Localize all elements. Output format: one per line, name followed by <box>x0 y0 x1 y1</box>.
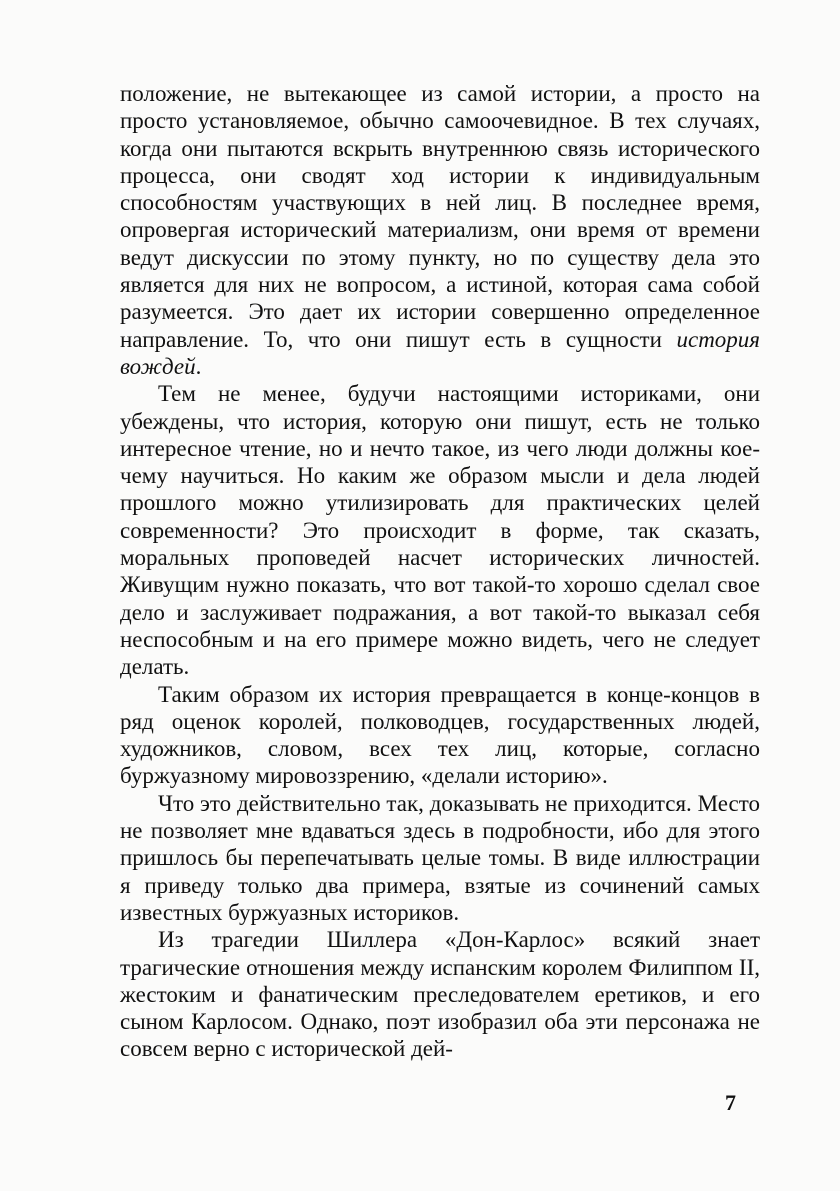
paragraph-text: положение, не вытекающее из самой истории, а просто на просто установляемое, обычно самоочевидное. В тех случаях, когда они пытаются вскрыть внутреннюю связь исторического процесса, они сводят ход истории к индивидуальным способностям участвующих в ней лиц. В последнее время, опровергая исторический материализм, они время от времени ведут дискуссии по этому пункту, но по существу дела это является для них не вопросом, а истиной, которая сама собой разумеется. Это дает их истории совершенно определенное направление. То, что они пишут есть в сущности <box>120 81 760 352</box>
body-text <box>120 80 760 1063</box>
paragraph-continued <box>120 80 760 380</box>
paragraph: Таким образом их история превращается в конце-концов в ряд оценок королей, полководцев, государственных людей, художников, словом, всех тех лиц, которые, согласно буржуазному мировоззрению, «делали историю». <box>120 681 760 789</box>
paragraph: Что это действительно так, доказывать не приходится. Место не позволяет мне вдаваться здесь в подробности, ибо для этого пришлось бы перепечатывать целые томы. В виде иллюстрации я приведу только два примера, взятые из сочинений самых известных буржуазных историков. <box>120 790 760 925</box>
page-number: 7 <box>725 1090 736 1115</box>
paragraph-end-punctuation: . <box>195 353 202 379</box>
paragraph: Из трагедии Шиллера «Дон-Карлос» всякий знает трагические отношения между испанским королем Филиппом II, жестоким и фанатическим преследователем еретиков, и его сыном Карлосом. Однако, поэт изобразил оба эти персонажа не совсем верно с исторической дей- <box>120 927 760 1062</box>
emphasized-phrase: история вождей <box>120 326 760 379</box>
paragraph: Тем не менее, будучи настоящими историками, они убеждены, что история, которую они пишут, есть не только интересное чтение, но и нечто такое, из чего люди должны кое-чему научиться. Но каким же образом мысли и дела людей прошлого можно утилизировать для практических целей современности? Это происходит в форме, так сказать, моральных проповедей насчет исторических личностей. Живущим нужно показать, что вот такой-то хорошо сделал свое дело и заслуживает подражания, а вот такой-то выказал себя неспособным и на его примере можно видеть, чего не следует делать. <box>120 381 760 680</box>
